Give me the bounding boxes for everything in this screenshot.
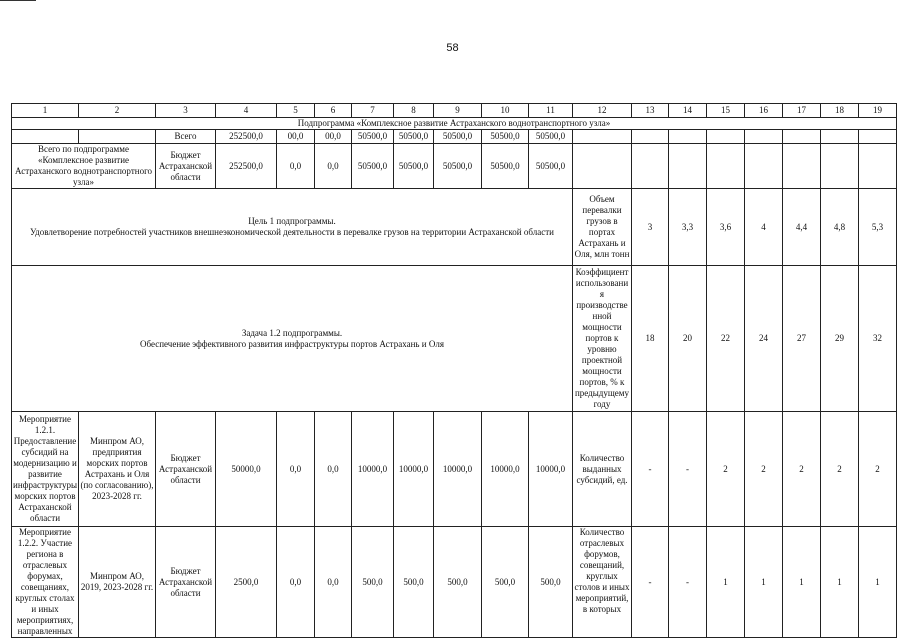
funding-value: 0,0	[315, 527, 352, 638]
task-indicator-value: 27	[783, 266, 821, 412]
funding-value: 2500,0	[216, 527, 277, 638]
funding-value: 50500,0	[529, 144, 573, 189]
page-number: 58	[446, 42, 459, 54]
task-indicator-value: 29	[821, 266, 859, 412]
measure-indicator: Количество отраслевых форумов, совещаний, круглых столов и иных мероприятий, в которых	[573, 527, 632, 638]
total-row	[12, 130, 897, 144]
column-number: 4	[216, 104, 277, 118]
goal-title: Цель 1 подпрограммы.	[248, 216, 336, 226]
measure-indicator-value: 2	[859, 412, 897, 527]
measure-indicator-value: -	[669, 527, 707, 638]
column-number: 3	[156, 104, 216, 118]
column-number: 11	[529, 104, 573, 118]
total-value: 252500,0	[216, 130, 277, 144]
funding-value: 50500,0	[394, 144, 434, 189]
task-text: Обеспечение эффективного развития инфраструктуры портов Астрахань и Оля	[140, 338, 444, 349]
funding-value: 10000,0	[434, 412, 482, 527]
column-number: 6	[315, 104, 352, 118]
funding-value: 500,0	[482, 527, 529, 638]
column-number: 2	[79, 104, 156, 118]
measure-indicator-value: 1	[707, 527, 745, 638]
column-number: 16	[745, 104, 783, 118]
total-value: 00,0	[315, 130, 352, 144]
column-number: 1	[12, 104, 79, 118]
column-number: 18	[821, 104, 859, 118]
column-number: 7	[352, 104, 394, 118]
measure-indicator-value: -	[669, 412, 707, 527]
column-number: 10	[482, 104, 529, 118]
total-value: 00,0	[277, 130, 315, 144]
column-number: 17	[783, 104, 821, 118]
total-value: 50500,0	[352, 130, 394, 144]
corner-mark	[0, 0, 36, 1]
funding-value: 10000,0	[394, 412, 434, 527]
funding-value: 500,0	[352, 527, 394, 638]
funding-value: 10000,0	[529, 412, 573, 527]
task-description	[12, 266, 573, 412]
goal-indicator-value: 4,4	[783, 189, 821, 266]
measure-indicator-value: 1	[821, 527, 859, 638]
task-indicator-value: 20	[669, 266, 707, 412]
measure-executor: Минпром АО, предприятия морских портов Астрахань и Оля (по согласованию), 2023-2028 гг.	[79, 412, 156, 527]
task-indicator-value: 32	[859, 266, 897, 412]
funding-value: 50500,0	[352, 144, 394, 189]
goal-text: Удовлетворение потребностей участников внешнеэкономической деятельности в перевалке грузов на территории Астраханской области	[30, 227, 554, 237]
goal-indicator-value: 4	[745, 189, 783, 266]
funding-source: Бюджет Астраханской области	[156, 412, 216, 527]
measure-row	[12, 527, 897, 638]
funding-value: 10000,0	[352, 412, 394, 527]
subprogram-title-row	[12, 118, 897, 130]
measure-name: Мероприятие 1.2.1. Предоставление субсидий на модернизацию и развитие инфраструктуры морских портов Астраханской области	[12, 412, 79, 527]
measure-indicator-value: 2	[821, 412, 859, 527]
measure-name: Мероприятие 1.2.2. Участие региона в отраслевых форумах, совещаниях, круглых столах и иных мероприятиях, направленных	[12, 527, 79, 638]
funding-source: Бюджет Астраханской области	[156, 527, 216, 638]
task-indicator: Коэффициент использования производственной мощности портов к уровню проектной мощности портов, % к предыдущему году	[573, 266, 632, 412]
measure-indicator-value: -	[632, 527, 669, 638]
column-number: 9	[434, 104, 482, 118]
measure-indicator-value: 2	[783, 412, 821, 527]
funding-value: 50000,0	[216, 412, 277, 527]
column-number: 13	[632, 104, 669, 118]
measure-indicator-value: 1	[745, 527, 783, 638]
funding-value: 0,0	[277, 412, 315, 527]
goal-indicator-value: 3	[632, 189, 669, 266]
funding-value: 0,0	[277, 144, 315, 189]
total-value: 50500,0	[529, 130, 573, 144]
total-value: 50500,0	[394, 130, 434, 144]
measure-indicator-value: 1	[859, 527, 897, 638]
column-number: 12	[573, 104, 632, 118]
subprogram-total-row	[12, 144, 897, 189]
measure-indicator-value: 2	[745, 412, 783, 527]
goal-indicator-value: 3,3	[669, 189, 707, 266]
column-number: 5	[277, 104, 315, 118]
funding-value: 0,0	[315, 412, 352, 527]
measure-indicator-value: 2	[707, 412, 745, 527]
measure-row	[12, 412, 897, 527]
task-row	[12, 266, 897, 412]
goal-indicator-value: 4,8	[821, 189, 859, 266]
funding-value: 500,0	[434, 527, 482, 638]
funding-value: 0,0	[277, 527, 315, 638]
measure-indicator: Количество выданных субсидий, ед.	[573, 412, 632, 527]
column-number: 19	[859, 104, 897, 118]
goal-row	[12, 189, 897, 266]
total-label: Всего	[156, 130, 216, 144]
task-indicator-value: 24	[745, 266, 783, 412]
funding-value: 10000,0	[482, 412, 529, 527]
goal-description	[12, 189, 573, 266]
goal-indicator-value: 3,6	[707, 189, 745, 266]
column-number: 8	[394, 104, 434, 118]
measure-indicator-value: -	[632, 412, 669, 527]
goal-indicator: Объем перевалки грузов в портах Астрахань и Оля, млн тонн	[573, 189, 632, 266]
funding-value: 500,0	[394, 527, 434, 638]
funding-value: 50500,0	[482, 144, 529, 189]
program-table	[11, 103, 897, 638]
column-number: 15	[707, 104, 745, 118]
measure-executor: Минпром АО, 2019, 2023-2028 гг.	[79, 527, 156, 638]
subprogram-title: Подпрограмма «Комплексное развитие Астраханского воднотранспортного узла»	[12, 118, 897, 130]
total-value: 50500,0	[482, 130, 529, 144]
funding-source: Бюджет Астраханской области	[156, 144, 216, 189]
funding-value: 50500,0	[434, 144, 482, 189]
subprogram-total-name: Всего по подпрограмме «Комплексное развитие Астраханского воднотранспортного узла»	[12, 144, 156, 189]
measure-indicator-value: 1	[783, 527, 821, 638]
total-value: 50500,0	[434, 130, 482, 144]
column-number: 14	[669, 104, 707, 118]
column-numbers-row	[12, 104, 897, 118]
funding-value: 500,0	[529, 527, 573, 638]
funding-value: 252500,0	[216, 144, 277, 189]
task-indicator-value: 18	[632, 266, 669, 412]
goal-indicator-value: 5,3	[859, 189, 897, 266]
task-title: Задача 1.2 подпрограммы.	[241, 327, 343, 338]
task-indicator-value: 22	[707, 266, 745, 412]
funding-value: 0,0	[315, 144, 352, 189]
